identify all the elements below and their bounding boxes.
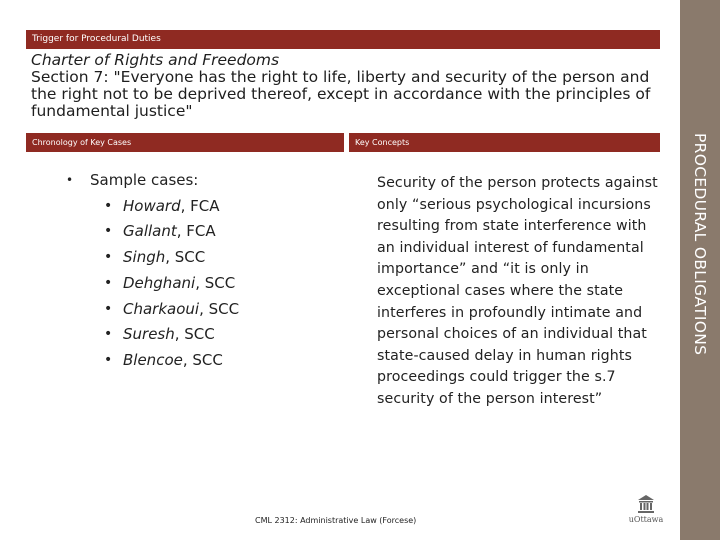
university-logo: [626, 494, 666, 530]
section-label-bar: [26, 30, 660, 49]
case-list: [66, 168, 239, 374]
left-column-header: [26, 133, 344, 152]
case-name: Gallant: [123, 222, 177, 241]
case-name: Blencoe: [123, 350, 183, 369]
case-court: , FCA: [176, 222, 216, 241]
list-item: [104, 219, 239, 245]
case-list-lead-text: Sample cases:: [90, 171, 199, 189]
sidebar-title: PROCEDURAL OBLIGATIONS: [691, 132, 709, 356]
list-item: [104, 194, 239, 220]
right-column-header: [349, 133, 660, 152]
right-column-title: Key Concepts: [355, 138, 410, 147]
case-name: Singh: [123, 248, 166, 267]
case-name: Howard: [123, 196, 181, 215]
case-court: , SCC: [182, 350, 223, 369]
case-court: , SCC: [165, 248, 206, 267]
list-item: [104, 271, 239, 297]
section-quote: Section 7: "Everyone has the right to life, liberty and security of the person and the right not to be deprived thereof, except in accordance with the principles of fundamental justice": [31, 68, 651, 120]
bullet-icon: •: [66, 173, 74, 187]
case-court: , SCC: [174, 325, 215, 344]
case-name: Charkaoui: [123, 299, 200, 318]
bullet-icon: •: [104, 274, 113, 291]
case-court: , FCA: [180, 196, 220, 215]
bullet-icon: •: [104, 351, 113, 368]
list-item: [104, 322, 239, 348]
university-building-icon: [637, 494, 655, 514]
act-title: Charter of Rights and Freedoms: [31, 51, 280, 69]
list-item: [104, 297, 239, 323]
section-label: Trigger for Procedural Duties: [32, 34, 161, 44]
left-column-title: Chronology of Key Cases: [32, 138, 132, 147]
case-court: , SCC: [195, 273, 236, 292]
slide-heading: [31, 52, 661, 120]
list-item: [104, 348, 239, 374]
bullet-icon: •: [104, 223, 113, 240]
case-list-lead: [66, 168, 239, 194]
bullet-icon: •: [104, 326, 113, 343]
case-name: Dehghani: [123, 273, 196, 292]
logo-wordmark: uOttawa: [628, 515, 664, 524]
sidebar: [680, 0, 720, 540]
footer-course: CML 2312: Administrative Law (Forcese): [255, 516, 417, 525]
case-court: , SCC: [199, 299, 240, 318]
list-item: [104, 245, 239, 271]
case-name: Suresh: [123, 325, 175, 344]
bullet-icon: •: [104, 249, 113, 266]
bullet-icon: •: [104, 197, 113, 214]
key-concept-text: Security of the person protects against only “serious psychological incursions resulting from state interference with an individual interest of fundamental importance” and “it is only in exceptional cases where the state interferes in profoundly intimate and personal choices of an individual that state-caused delay in human rights proceedings could trigger the s.7 security of the person interest”: [377, 175, 658, 407]
bullet-icon: •: [104, 300, 113, 317]
